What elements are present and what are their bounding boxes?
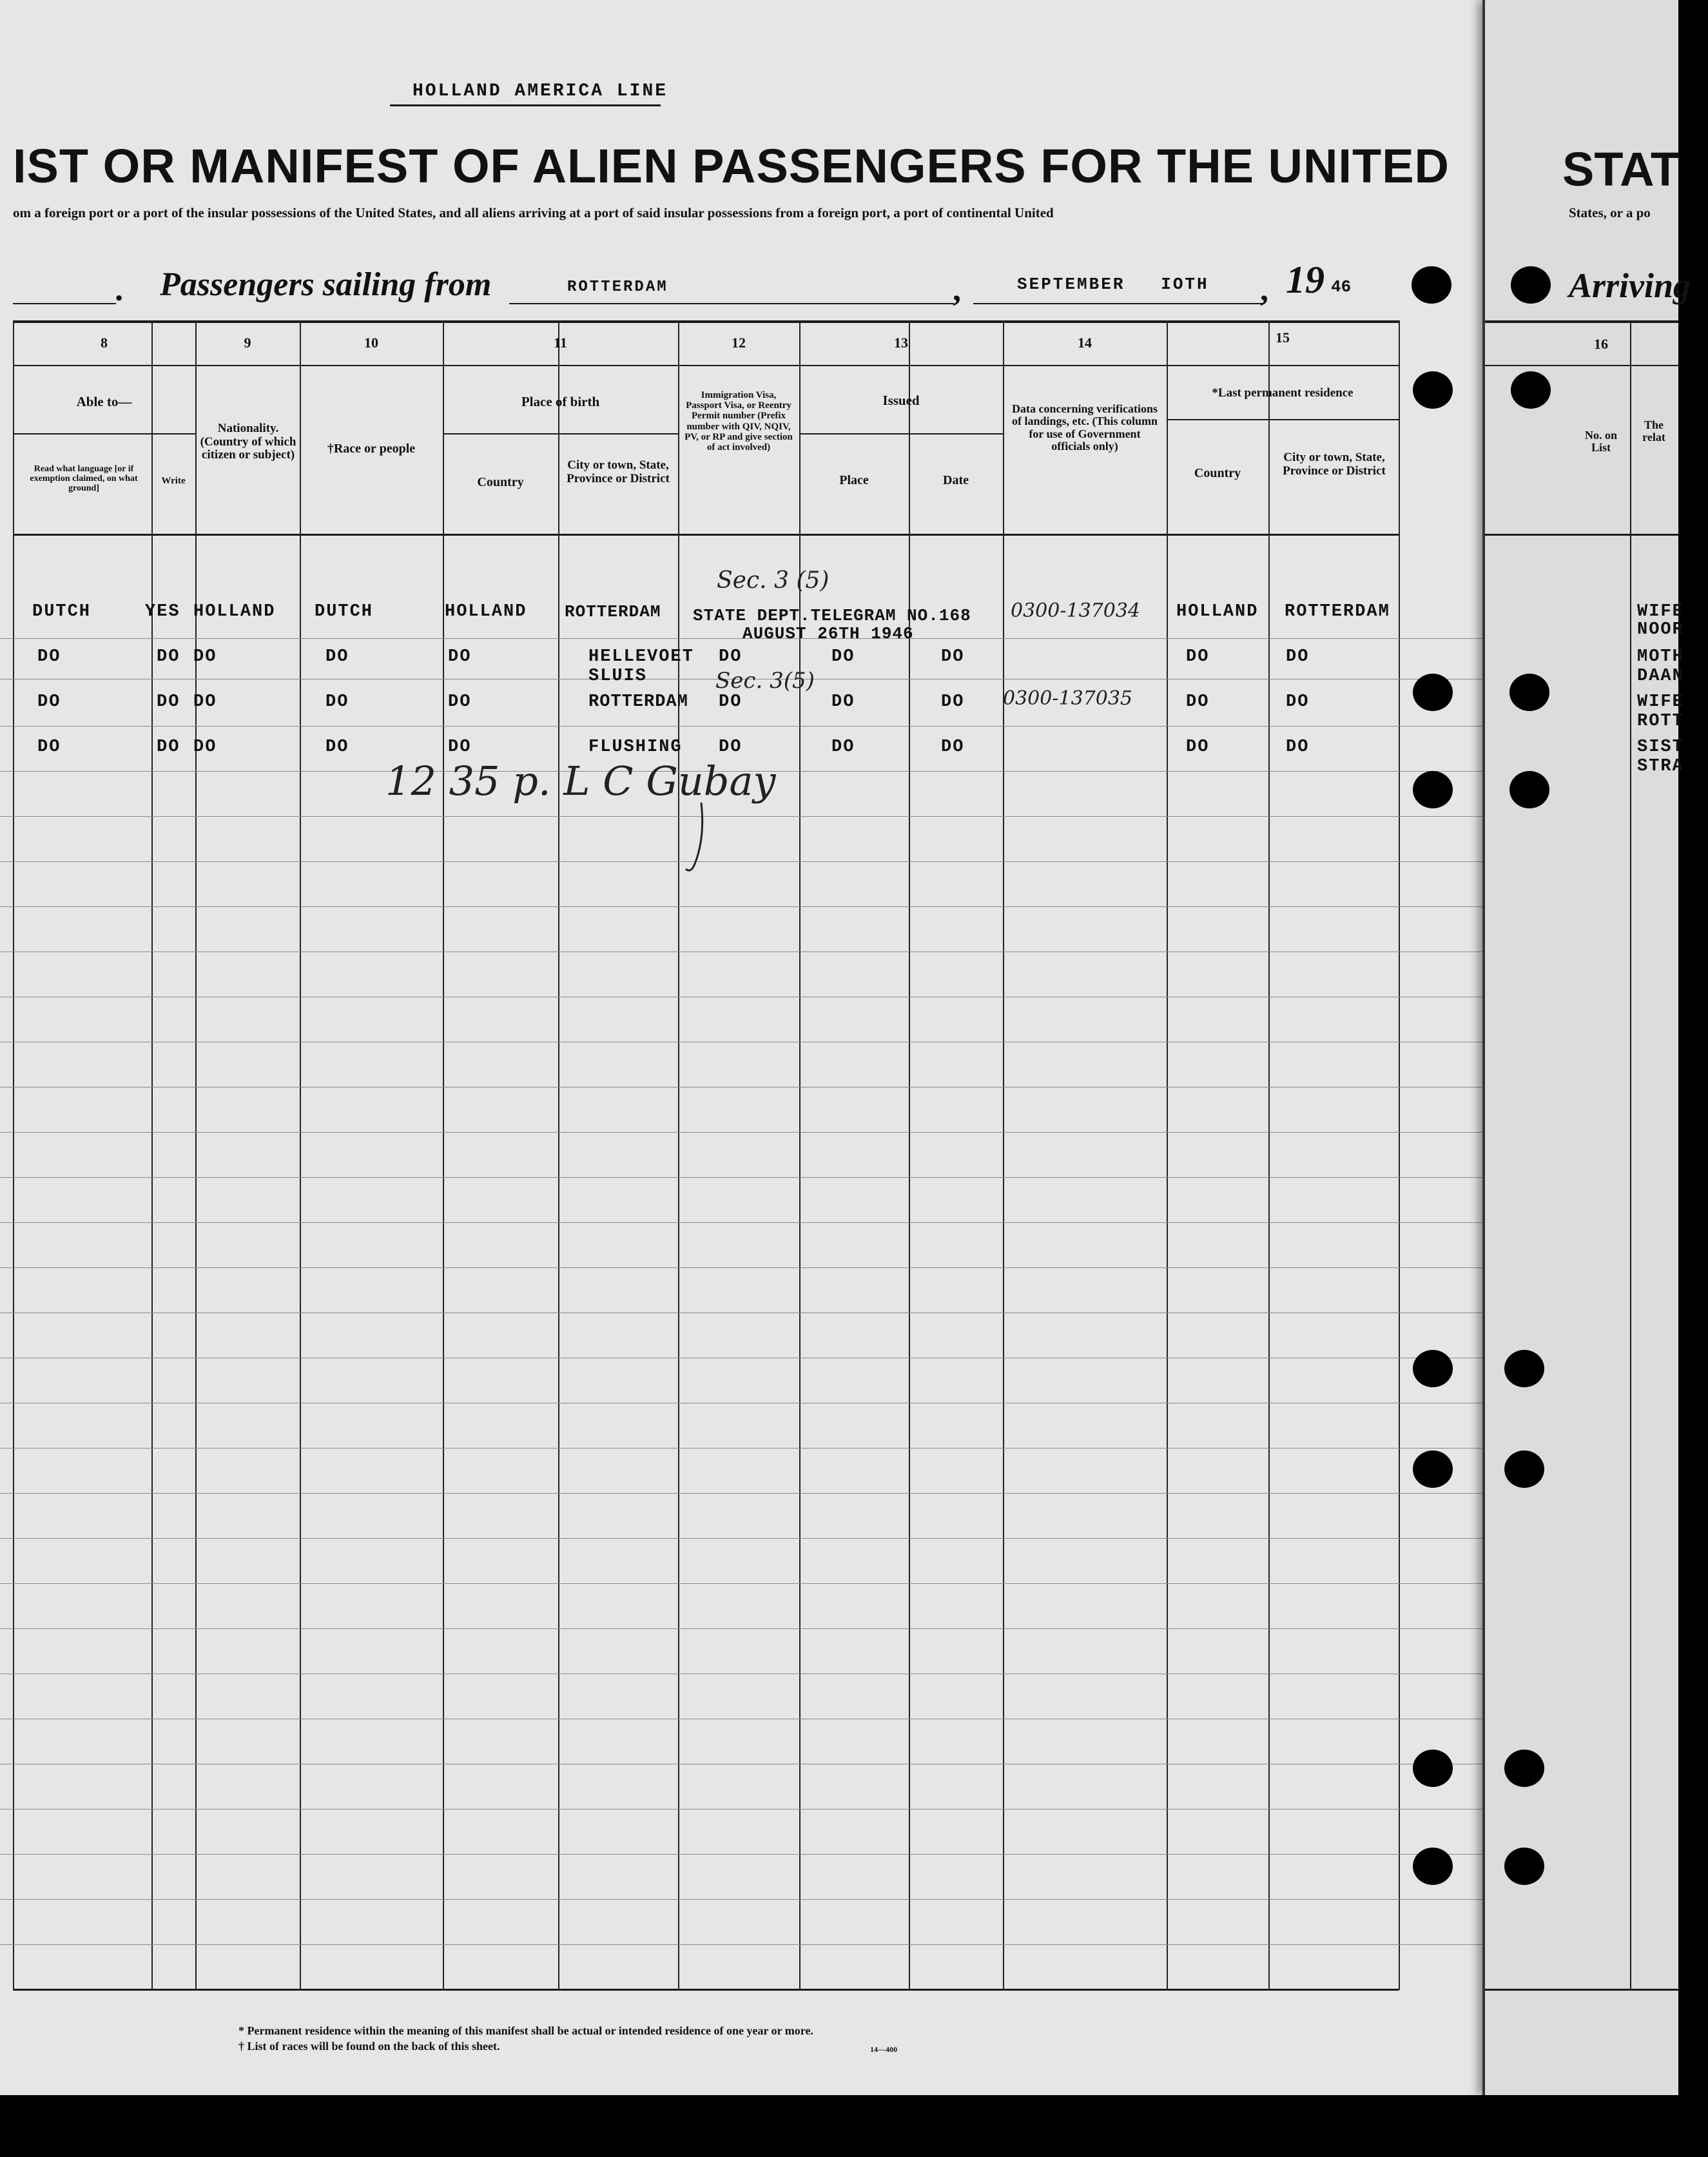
table-cell: FLUSHING: [588, 737, 683, 757]
header-no-on-list: No. on List: [1584, 429, 1617, 454]
header-issued: Issued: [882, 393, 920, 408]
sailing-date: SEPTEMBER IOTH: [1017, 275, 1209, 294]
header-data14: Data concerning verifications of landings, etc. (This column for use of Government officials only): [1011, 402, 1158, 453]
header-birth-city: City or town, State, Province or District: [567, 458, 670, 485]
col-line: [909, 320, 910, 1990]
header-res-city: City or town, State, Province or District: [1283, 451, 1386, 478]
handwritten-section-note: Sec. 3 (5): [717, 567, 830, 594]
table-cell: AUGUST 26TH 1946: [742, 624, 914, 643]
col-num-15: 15: [1276, 329, 1290, 346]
table-cell: DO: [831, 692, 855, 712]
col-num-12: 12: [732, 335, 746, 351]
header-able-to: Able to—: [76, 394, 132, 409]
table-cell: WIFE: [1637, 692, 1684, 712]
table-cell: HOLLAND: [193, 602, 276, 621]
header-race: †Race or people: [327, 442, 416, 456]
table-cell: SIST: [1637, 737, 1684, 757]
punch-hole: [1509, 674, 1549, 711]
footnote: † List of races will be found on the back of this sheet.: [238, 2040, 500, 2053]
table-cell: NOOR: [1637, 620, 1684, 639]
table-cell: DO: [37, 737, 61, 757]
table-cell: 0300-137034: [1011, 600, 1141, 622]
next-page-subtitle: States, or a po: [1569, 205, 1651, 220]
footnote: * Permanent residence within the meaning of this manifest shall be actual or intended residence of one year or more.: [238, 2024, 813, 2037]
table-cell: ROTTERDAM: [588, 692, 688, 712]
header-birth-country: Country: [477, 475, 524, 489]
col-num-13: 13: [894, 335, 908, 351]
table-cell: DO: [1286, 647, 1310, 667]
year-prefix: 19: [1286, 259, 1325, 301]
table-cell: DO: [1186, 737, 1210, 757]
header-visa: Immigration Visa, Passport Visa, or Reentry Permit number (Prefix number with QIV, NQIV, PV, or RP and give section of act involved): [684, 390, 793, 453]
table-cell: WIFE: [1637, 602, 1684, 621]
form-number: 14—400: [870, 2045, 897, 2054]
table-cell: ROTT: [1637, 712, 1684, 731]
punch-hole: [1413, 771, 1453, 808]
header-res-country: Country: [1194, 466, 1241, 480]
table-cell: DO: [1286, 692, 1310, 712]
table-cell: DAAN: [1637, 667, 1684, 686]
table-cell: HOLLAND: [1176, 602, 1259, 621]
table-cell: DO: [193, 692, 217, 712]
table-cell: HOLLAND: [445, 602, 527, 621]
table-cell: DO: [1186, 647, 1210, 667]
year-suffix: 46: [1331, 277, 1352, 297]
punch-hole: [1412, 266, 1451, 304]
punch-hole: [1413, 1350, 1453, 1387]
table-cell: DUTCH: [32, 602, 92, 621]
col-num-10: 10: [364, 335, 378, 351]
table-cell: DUTCH: [315, 602, 374, 621]
table-cell: DO: [37, 647, 61, 667]
table-cell: STRA: [1637, 757, 1684, 776]
page-subtitle: om a foreign port or a port of the insular possessions of the United States, and all aliens arriving at a port of said insular possessions from a foreign port, a port of continental United: [13, 205, 1054, 220]
sailing-label: Passengers sailing from: [160, 266, 492, 303]
table-cell: DO: [719, 692, 742, 712]
table-cell: 0300-137035: [1003, 687, 1133, 710]
header-relation: The relat: [1642, 418, 1665, 444]
table-cell: SLUIS: [588, 667, 648, 686]
comma: ,: [953, 271, 961, 308]
number-row-border: [13, 365, 1399, 366]
col-line: [1003, 320, 1004, 1990]
next-page-arriving: Arriving: [1569, 266, 1691, 305]
table-cell: DO: [448, 692, 472, 712]
header-write: Write: [161, 476, 186, 486]
table-cell: DO: [719, 647, 742, 667]
col-num-14: 14: [1078, 335, 1092, 351]
table-cell: STATE DEPT.TELEGRAM NO.168: [693, 606, 971, 625]
table-cell: DO: [941, 692, 965, 712]
header-issued-place: Place: [839, 473, 869, 487]
col-line: [195, 320, 197, 1990]
punch-hole: [1509, 771, 1549, 808]
table-cell: MOTH: [1637, 647, 1684, 667]
sub-border: [1167, 419, 1399, 420]
company-name: HOLLAND AMERICA LINE: [412, 81, 668, 101]
col-line: [13, 320, 14, 1990]
punch-hole: [1413, 1848, 1453, 1885]
punch-hole: [1504, 1848, 1544, 1885]
blank-underline: [13, 303, 116, 304]
punch-hole: [1413, 1450, 1453, 1488]
header-read: Read what language [or if exemption claimed, on what ground]: [30, 464, 138, 494]
table-cell: DO: [831, 647, 855, 667]
sailing-port: ROTTERDAM: [567, 278, 668, 296]
col-line: [558, 320, 559, 1990]
col-line: [443, 320, 444, 1990]
table-cell: ROTTERDAM: [1285, 602, 1390, 621]
company-underline: [390, 104, 661, 106]
table-cell: DO: [193, 737, 217, 757]
table-cell: DO: [157, 647, 180, 667]
col-line: [1167, 320, 1168, 1990]
punch-hole: [1413, 371, 1453, 409]
header-issued-date: Date: [943, 473, 969, 487]
port-underline: [509, 303, 954, 304]
punch-hole: [1504, 1350, 1544, 1387]
table-cell: DO: [719, 737, 742, 757]
table-cell: DO: [448, 737, 472, 757]
table-cell: DO: [941, 737, 965, 757]
sub-border: [443, 433, 678, 434]
header-nationality: Nationality. (Country of which citizen or subject): [200, 422, 296, 462]
sub-border: [799, 433, 1003, 434]
table-cell: HELLEVOET: [588, 647, 694, 667]
table-cell: DO: [831, 737, 855, 757]
table-cell: DO: [325, 647, 349, 667]
col-num-9: 9: [244, 335, 251, 351]
table-cell: ROTTERDAM: [565, 602, 661, 621]
sub-border: [13, 433, 195, 434]
table-cell: DO: [448, 647, 472, 667]
table-cell: DO: [193, 647, 217, 667]
punch-hole: [1413, 674, 1453, 711]
col-num-16: 16: [1594, 336, 1608, 352]
comma-2: ,: [1260, 271, 1268, 308]
period: .: [116, 271, 124, 308]
table-top-border: [13, 320, 1399, 323]
table-cell: DO: [157, 692, 180, 712]
col-line: [151, 320, 153, 1990]
handwritten-signature: 12 35 p. L C Gubay: [385, 757, 776, 805]
punch-hole: [1504, 1450, 1544, 1488]
punch-hole: [1504, 1750, 1544, 1787]
col-line: [678, 320, 679, 1990]
date-underline: [973, 303, 1263, 304]
table-cell: DO: [37, 692, 61, 712]
header-bottom-border: [13, 534, 1399, 536]
punch-hole: [1511, 266, 1551, 304]
col-line: [300, 320, 301, 1990]
col-line: [1399, 320, 1400, 1990]
table-cell: DO: [325, 692, 349, 712]
table-cell: DO: [1186, 692, 1210, 712]
next-page-title: STAT: [1562, 142, 1680, 196]
page-title: IST OR MANIFEST OF ALIEN PASSENGERS FOR THE UNITED: [13, 139, 1450, 193]
table-cell: YES: [145, 602, 180, 621]
col-line: [1268, 320, 1270, 1990]
handwritten-section-note: Sec. 3(5): [715, 668, 815, 694]
table-cell: DO: [1286, 737, 1310, 757]
header-last-residence: *Last permanent residence: [1212, 386, 1354, 400]
header-place-of-birth: Place of birth: [521, 394, 600, 409]
table-bottom-border: [13, 1989, 1399, 1991]
col-num-11: 11: [554, 335, 567, 351]
punch-hole: [1413, 1750, 1453, 1787]
table-cell: DO: [157, 737, 180, 757]
signature-stroke: [683, 799, 709, 877]
next-page: [1482, 0, 1691, 2095]
punch-hole: [1511, 371, 1551, 409]
col-num-8: 8: [101, 335, 108, 351]
table-cell: DO: [941, 647, 965, 667]
table-cell: DO: [325, 737, 349, 757]
